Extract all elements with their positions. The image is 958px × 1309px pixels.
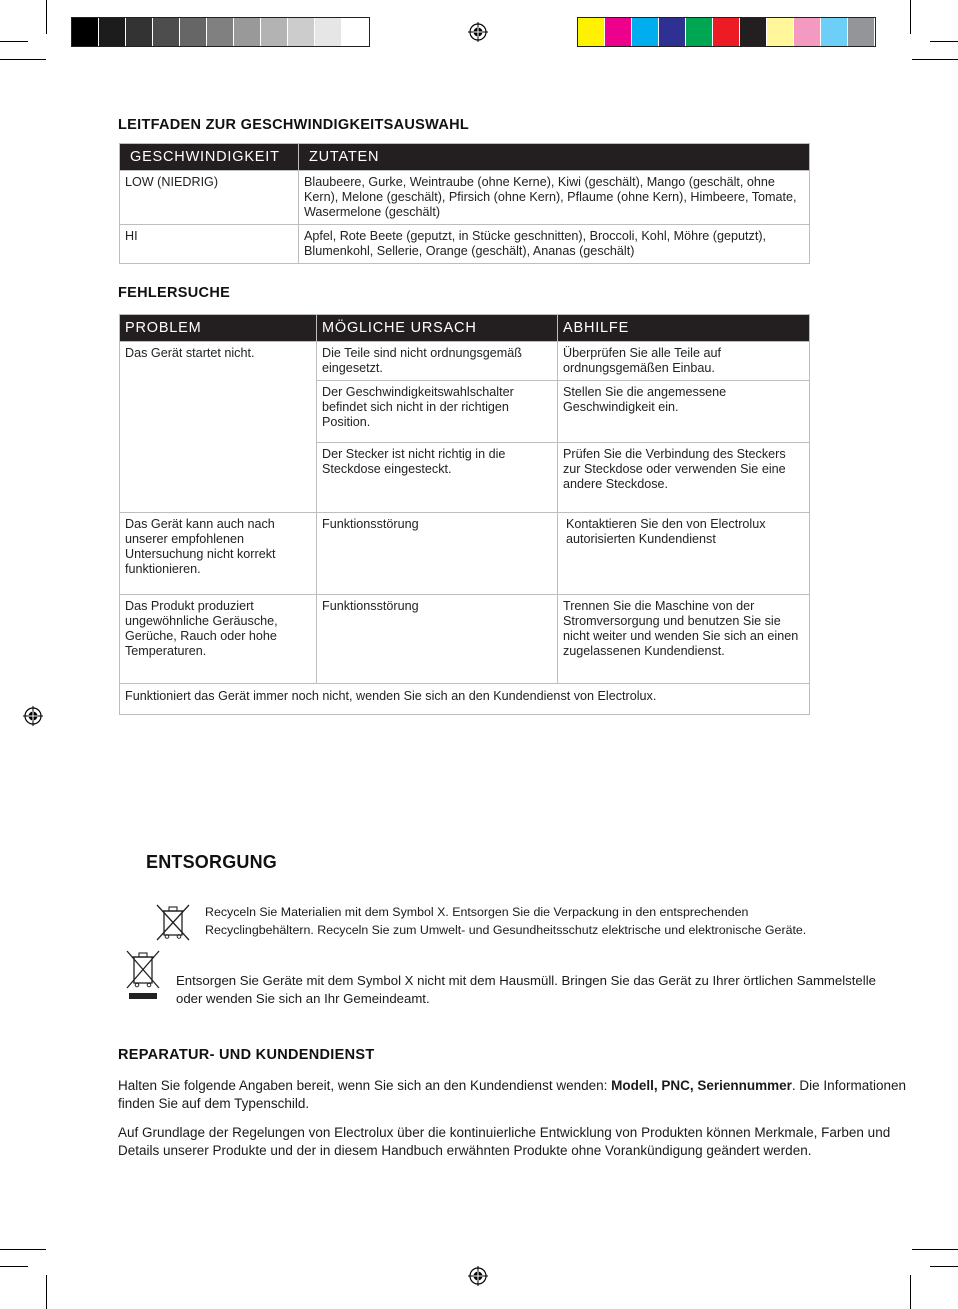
crop-mark	[0, 59, 46, 60]
color-swatch	[740, 18, 767, 46]
troubleshooting-title: FEHLERSUCHE	[118, 285, 231, 301]
crop-mark	[930, 41, 958, 42]
table-row	[120, 595, 810, 684]
speed-cell: LOW (NIEDRIG)	[120, 171, 299, 225]
column-header: ZUTATEN	[299, 144, 810, 171]
color-swatch	[605, 18, 632, 46]
remedy-cell: Trennen Sie die Maschine von der Stromversorgung und benutzen Sie sie nicht weiter und wenden Sie sich an einen zugelassenen Kundendienst.	[558, 595, 810, 684]
disposal-title: ENTSORGUNG	[146, 852, 278, 872]
registration-mark-icon	[23, 706, 43, 726]
troubleshooting-table	[119, 314, 810, 715]
footer-cell: Funktioniert das Gerät immer noch nicht, wenden Sie sich an den Kundendienst von Electrolux.	[120, 684, 810, 715]
grayscale-color-bar	[71, 17, 370, 47]
problem-cell: Das Gerät startet nicht.	[120, 342, 317, 513]
remedy-cell: Stellen Sie die angemessene Geschwindigkeit ein.	[558, 381, 810, 443]
crop-mark	[46, 0, 47, 34]
color-swatch	[767, 18, 794, 46]
registration-mark-icon	[468, 22, 488, 42]
service-text-start: Halten Sie folgende Angaben bereit, wenn Sie sich an den Kundendienst wenden:	[118, 1078, 612, 1093]
crop-mark	[0, 1266, 28, 1267]
speed-cell: HI	[120, 225, 299, 264]
disposal-text-2: Entsorgen Sie Geräte mit dem Symbol X nicht mit dem Hausmüll. Bringen Sie das Gerät zu Ihrer örtlichen Sammelstelle oder wenden Sie sich an Ihr Gemeindeamt.	[176, 973, 876, 1006]
color-swatch	[578, 18, 605, 46]
problem-cell: Das Produkt produziert ungewöhnliche Geräusche, Gerüche, Rauch oder hohe Temperaturen.	[120, 595, 317, 684]
column-header: MÖGLICHE URSACH	[317, 315, 558, 342]
color-swatch	[207, 18, 234, 46]
color-swatch	[686, 18, 713, 46]
crop-mark	[910, 0, 911, 34]
process-color-bar	[577, 17, 876, 47]
speed-guide-table	[119, 143, 810, 264]
crop-mark	[910, 1275, 911, 1309]
color-swatch	[72, 18, 99, 46]
color-swatch	[821, 18, 848, 46]
color-swatch	[261, 18, 288, 46]
column-header: PROBLEM	[120, 315, 317, 342]
cause-cell: Die Teile sind nicht ordnungsgemäß eingesetzt.	[317, 342, 558, 381]
remedy-cell: Kontaktieren Sie den von Electrolux autorisierten Kundendienst	[558, 513, 810, 595]
service-text-bold: Modell, PNC, Seriennummer	[611, 1078, 792, 1093]
cause-cell: Der Geschwindigkeitswahlschalter befindet sich nicht in der richtigen Position.	[317, 381, 558, 443]
crop-mark	[0, 1249, 46, 1250]
remedy-cell: Überprüfen Sie alle Teile auf ordnungsgemäßen Einbau.	[558, 342, 810, 381]
service-paragraph-1	[118, 1077, 908, 1113]
table-row	[120, 342, 810, 381]
color-swatch	[342, 18, 369, 46]
registration-mark-icon	[468, 1266, 488, 1286]
remedy-cell: Prüfen Sie die Verbindung des Steckers zur Steckdose oder verwenden Sie eine andere Steckdose.	[558, 443, 810, 513]
table-row	[120, 171, 810, 225]
color-swatch	[288, 18, 315, 46]
color-swatch	[848, 18, 875, 46]
crop-mark	[912, 1249, 958, 1250]
color-swatch	[180, 18, 207, 46]
cause-cell: Funktionsstörung	[317, 513, 558, 595]
color-swatch	[234, 18, 261, 46]
color-swatch	[713, 18, 740, 46]
color-swatch	[99, 18, 126, 46]
crop-mark	[912, 59, 958, 60]
color-swatch	[632, 18, 659, 46]
service-text-end: . Die Informationen finden Sie auf dem Typenschild.	[118, 1078, 906, 1111]
weee-bin-crossed-icon	[125, 948, 161, 1002]
color-swatch	[153, 18, 180, 46]
recycling-bin-crossed-icon	[155, 902, 191, 942]
table-header-row	[120, 144, 810, 171]
disposal-text-1: Recyceln Sie Materialien mit dem Symbol X. Entsorgen Sie die Verpackung in den entsprechenden Recyclingbehältern. Recyceln Sie zum Umwelt- und Gesundheitsschutz elektrische und elektronische Geräte.	[205, 905, 807, 937]
service-paragraph-2: Auf Grundlage der Regelungen von Electrolux über die kontinuierliche Entwicklung von Produkten können Merkmale, Farben und Details unserer Produkte und der in diesem Handbuch erwähnten Produkte ohne Vorankündigung geändert werden.	[118, 1125, 891, 1158]
column-header: GESCHWINDIGKEIT	[120, 144, 299, 171]
color-swatch	[315, 18, 342, 46]
table-row	[120, 513, 810, 595]
cause-cell: Der Stecker ist nicht richtig in die Steckdose eingesteckt.	[317, 443, 558, 513]
cause-cell: Funktionsstörung	[317, 595, 558, 684]
table-row	[120, 684, 810, 715]
crop-mark	[0, 41, 28, 42]
column-header: ABHILFE	[558, 315, 810, 342]
crop-mark	[46, 1275, 47, 1309]
table-row	[120, 225, 810, 264]
speed-guide-title: LEITFADEN ZUR GESCHWINDIGKEITSAUSWAHL	[118, 117, 470, 133]
table-header-row	[120, 315, 810, 342]
problem-cell: Das Gerät kann auch nach unserer empfohlenen Untersuchung nicht korrekt funktionieren.	[120, 513, 317, 595]
crop-mark	[930, 1266, 958, 1267]
color-swatch	[794, 18, 821, 46]
service-title: REPARATUR- UND KUNDENDIENST	[118, 1047, 375, 1063]
color-swatch	[659, 18, 686, 46]
color-swatch	[126, 18, 153, 46]
ingredients-cell: Blaubeere, Gurke, Weintraube (ohne Kerne), Kiwi (geschält), Mango (geschält, ohne Kern), Melone (geschält), Pfirsich (ohne Kern), Pflaume (ohne Kern), Himbeere, Tomate, Wasermelone (geschält)	[299, 171, 810, 225]
ingredients-cell: Apfel, Rote Beete (geputzt, in Stücke geschnitten), Broccoli, Kohl, Möhre (geputzt), Blumenkohl, Sellerie, Orange (geschält), Ananas (geschält)	[299, 225, 810, 264]
